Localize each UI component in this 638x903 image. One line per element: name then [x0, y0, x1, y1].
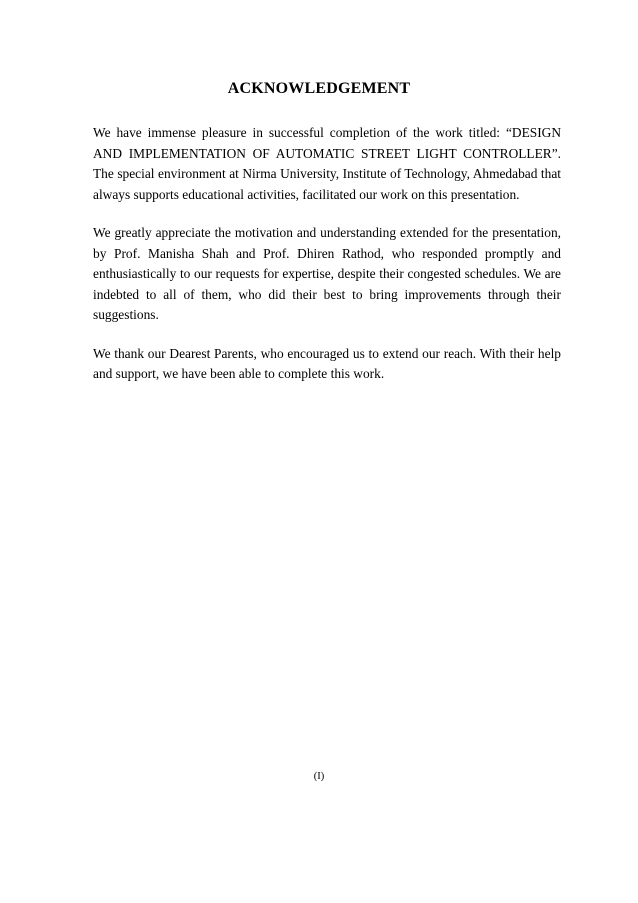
page-title: ACKNOWLEDGEMENT: [227, 80, 411, 97]
paragraph-appreciation: We greatly appreciate the motivation and understanding extended for the presentation, by Prof. Manisha Shah and Prof. Dhiren Rathod, who responded promptly and enthusiastically to our requests for expertise, despite their congested schedules. We are indebted to all of them, who did their best to bring improvements through their suggestions.: [93, 225, 561, 322]
body-text: [93, 123, 561, 403]
paragraph-gratitude: We have immense pleasure in successful completion of the work titled: “DESIGN AND IMPLEMENTATION OF AUTOMATIC STREET LIGHT CONTROLLER”. The special environment at Nirma University, Institute of Technology, Ahmedabad that always supports educational activities, facilitated our work on this presentation.: [93, 125, 561, 202]
paragraph-parents: We thank our Dearest Parents, who encouraged us to extend our reach. With their help and support, we have been able to complete this work.: [93, 345, 561, 381]
page-number: (I): [313, 771, 325, 782]
